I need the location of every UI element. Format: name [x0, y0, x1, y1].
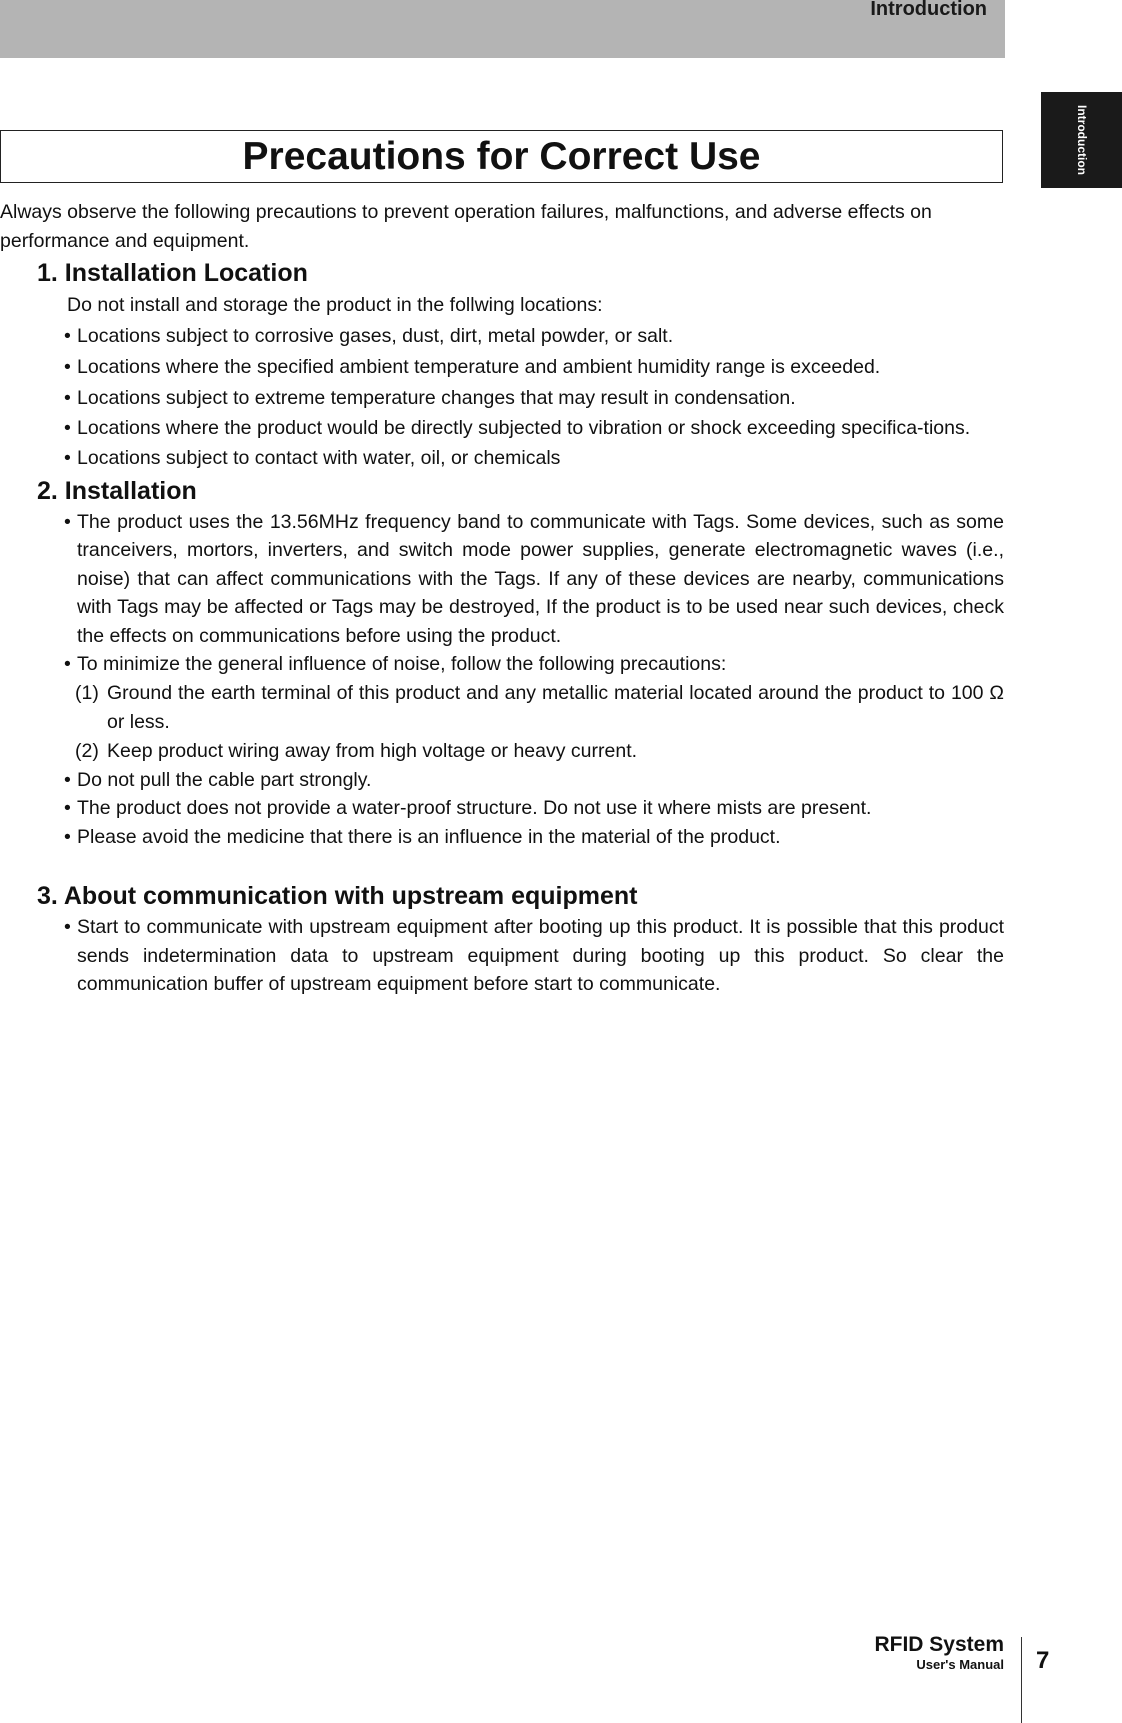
numbered-item	[0, 737, 1004, 766]
section-heading-installation-location: 1. Installation Location	[37, 259, 308, 287]
main-content	[0, 198, 1004, 999]
bullet-item: • Locations where the specified ambient temperature and ambient humidity range is exceeded.	[0, 352, 1004, 383]
footer-manual-label: User's Manual	[916, 1657, 1004, 1672]
bullet-item: • The product uses the 13.56MHz frequency band to communicate with Tags. Some devices, such as some tranceivers, mortors, inverters, and switch mode power supplies, generate electromagnetic waves (i.e., noise) that can affect communications with the Tags. If any of these devices are nearby, communications with Tags may be affected or Tags may be destroyed, If the product is to be used near such devices, check the effects on communications before using the product.	[0, 508, 1004, 651]
bullet-item: • Locations subject to extreme temperature changes that may result in condensation.	[0, 383, 1004, 414]
bullet-list	[0, 508, 1004, 679]
bullet-item: • The product does not provide a water-proof structure. Do not use it where mists are present.	[0, 794, 1004, 823]
section-lead: Do not install and storage the product in the follwing locations:	[67, 294, 603, 316]
bullet-item: • Please avoid the medicine that there is an influence in the material of the product.	[0, 823, 1004, 852]
section-heading-upstream-communication: 3. About communication with upstream equipment	[37, 882, 638, 910]
page-title-box	[0, 130, 1003, 183]
footer-brand-name: RFID System	[874, 1633, 1004, 1656]
numbered-item	[0, 679, 1004, 737]
item-number: (2)	[75, 739, 99, 762]
bullet-item: • To minimize the general influence of noise, follow the following precautions:	[0, 650, 1004, 679]
bullet-list	[0, 321, 1004, 474]
bullet-list	[0, 766, 1004, 852]
bullet-item: • Locations where the product would be directly subjected to vibration or shock exceeding specifica-tions.	[0, 414, 1004, 443]
page-number: 7	[1036, 1647, 1050, 1674]
item-text: Ground the earth terminal of this product and any metallic material located around the product to 100 Ω or less.	[107, 681, 1004, 733]
side-tab	[1041, 92, 1122, 188]
bullet-list	[0, 913, 1004, 999]
footer-divider	[1021, 1637, 1022, 1723]
item-number: (1)	[75, 681, 99, 704]
section-heading-installation: 2. Installation	[37, 476, 197, 505]
bullet-item: • Start to communicate with upstream equipment after booting up this product. It is possible that this product sends indetermination data to upstream equipment during booting up this product. So clear the communication buffer of upstream equipment before start to communicate.	[0, 913, 1004, 999]
bullet-item: • Locations subject to corrosive gases, dust, dirt, metal powder, or salt.	[0, 321, 1004, 352]
header-title: Introduction	[870, 0, 987, 20]
footer-brand	[874, 1633, 1004, 1673]
bullet-item: • Locations subject to contact with water, oil, or chemicals	[0, 443, 1004, 474]
page-title: Precautions for Correct Use	[242, 134, 761, 178]
bullet-item: • Do not pull the cable part strongly.	[0, 766, 1004, 795]
item-text: Keep product wiring away from high voltage or heavy current.	[107, 739, 638, 762]
intro-paragraph: Always observe the following precautions to prevent operation failures, malfunctions, and adverse effects on performance and equipment.	[0, 201, 932, 252]
side-tab-label: Introduction	[1074, 105, 1089, 175]
header-bar	[0, 0, 1005, 58]
